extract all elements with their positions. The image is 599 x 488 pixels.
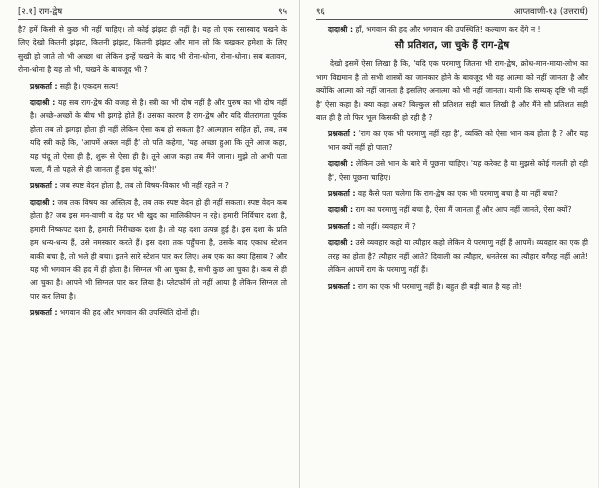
left-page-number: ९५ <box>278 7 287 17</box>
paragraph-text: जब तक विषय का अस्तित्व है, तब तक स्पष्ट वेदन हो ही नहीं सकता। स्पष्ट वेदन कब होता है? जब इस मन-वाणी व देह पर भी खुद का मालिकीपन न रहे। हमारी निर्विचार दशा है, हमारी निष्कपट दशा है, हमारी निरीच्छक दशा है। तो यह दशा उत्पन्न हुई है। इस दशा के प्रति हम धन्य-धन्य हैं, उसे नमस्कार करते हैं। इस दशा तक पहुँचना है, उसके बाद एकाध स्टेशन बाकी बचा है, तो भले ही बचा। इतने सारे स्टेशन पार कर लिए। अब एक का क्या हिसाब ? और यह भी भगवान की हद में ही होता है। सिग्नल भी आ चुका है, सभी कुछ आ चुका है। कब से ही आ चुका है। आपने भी सिग्नल पार कर लिया है। प्लेटफॉर्म तो नहीं आया है लेकिन सिग्नल तो पार कर लिया है। <box>30 197 287 301</box>
paragraph <box>18 96 287 176</box>
paragraph-text: भगवान की हद और भगवान की उपस्थिति दोनों ही। <box>59 308 200 318</box>
speaker-label: दादाश्री : <box>328 238 354 248</box>
left-page-body <box>18 23 287 320</box>
speaker-label: प्रश्नकर्ता : <box>30 81 58 91</box>
speaker-label: प्रश्नकर्ता : <box>328 281 356 291</box>
chapter-label: [२.१] राग-द्वेष <box>18 7 63 17</box>
speaker-label: दादाश्री : <box>328 25 354 34</box>
paragraph <box>18 179 287 192</box>
paragraph <box>18 23 287 77</box>
paragraph <box>316 236 588 276</box>
left-page <box>0 0 299 488</box>
speaker-label: दादाश्री : <box>328 205 354 215</box>
paragraph <box>316 203 588 216</box>
paragraph <box>316 157 588 184</box>
paragraph-text: वो नहीं। व्यवहार में ? <box>357 221 416 231</box>
paragraph-text: देखो इसमें ऐसा लिखा है कि, 'यदि एक परमाणु जितना भी राग-द्वेष, क्रोध-मान-माया-लोभ का भाग विद्यमान है तो सभी शास्त्रों का जानकार होने के बावजूद भी वह आत्मा को नहीं जानता है और क्योंकि आत्मा को नहीं जानता है इसलिए अनात्मा को भी नहीं जानता। यानी कि सम्यक् दृष्टि भी नहीं है' ऐसा कहा है। क्या कहा अब? बिल्कुल सौ प्रतिशत सही बात लिखी है और मैंने सौ प्रतिशत सही बात ही है तो फिर भूल किसकी हो रही है ? <box>316 59 588 123</box>
speaker-label: प्रश्नकर्ता : <box>328 189 356 199</box>
paragraph <box>316 220 588 233</box>
paragraph-text: वह कैसे पता चलेगा कि राग-द्वेष का एक भी परमाणु बचा है या नहीं बचा? <box>357 189 558 199</box>
speaker-label: दादाश्री : <box>30 197 56 207</box>
paragraph-text: जब स्पष्ट वेदन होता है, तब तो विषय-विकार भी नहीं रहते न ? <box>59 181 229 191</box>
right-page-body <box>316 23 588 293</box>
paragraph <box>18 80 287 93</box>
paragraph-text: राग का एक भी परमाणु नहीं है। बहुत ही बड़ी बात है यह तो! <box>357 281 522 291</box>
speaker-label: प्रश्नकर्ता : <box>328 129 356 139</box>
paragraph-text: उसे व्यवहार कहो या त्यौहार कहो लेकिन ये परमाणु नहीं हैं आपमें। व्यवहार का एक ही तरह का होता है? त्यौहार नहीं आते? दिवाली का त्यौहार, धनतेरस का त्यौहार वगैरह नहीं आते! लेकिन आपमें राग के परमाणु नहीं हैं। <box>328 238 588 275</box>
paragraph-text: राग का परमाणु नहीं बचा है, ऐसा मैं जानता हूँ और आप नहीं जानते, ऐसा क्यों? <box>355 205 572 215</box>
paragraph-text: हाँ, भगवान की हद और भगवान की उपस्थिति! कल्याण कर देंगे न ! <box>355 25 541 34</box>
paragraph <box>18 196 287 303</box>
speaker-label: प्रश्नकर्ता : <box>30 181 58 191</box>
paragraph-text: 'राग का एक भी परमाणु नहीं रहा है', व्यक्ति को ऐसा भान कब होता है ? और यह भान क्यों नहीं हो पाता? <box>328 129 588 152</box>
speaker-label: दादाश्री : <box>328 159 354 169</box>
paragraph <box>316 23 588 36</box>
right-page-number: ९६ <box>316 7 325 17</box>
left-page-header <box>18 6 287 20</box>
paragraph <box>316 127 588 154</box>
speaker-label: प्रश्नकर्ता : <box>328 221 356 231</box>
paragraph <box>316 57 588 124</box>
paragraph-text: यह सब राग-द्वेष की वजह से है। स्त्री का भी दोष नहीं है और पुरुष का भी दोष नहीं है। अच्छे-अच्छों के बीच भी झगड़े होते हैं। उसका कारण है राग-द्वेष और यदि वीतरागता पूर्वक होता तब तो झगड़ा होता ही नहीं लेकिन ऐसा कब हो सकता है? आत्मज्ञान सहित हों, तब, तब यदि स्त्री कहे कि, 'आपमें अक्ल नहीं है' तो पति कहेगा, 'यह अच्छा हुआ कि तूने आज कहा, यह चंदू तो ऐसा ही है, शुरू से ऐसा ही है। तूने आज कहा तब मैंने जाना। मुझे तो अभी पता चला, मैं तो पहले से ही जानता हूँ इस चंदू को!' <box>30 98 287 175</box>
paragraph <box>316 187 588 200</box>
paragraph <box>18 306 287 319</box>
right-page-header <box>316 6 588 20</box>
right-page <box>299 0 598 488</box>
paragraph-text: सही है। एकदम सत्य! <box>59 81 119 91</box>
speaker-label: दादाश्री : <box>30 98 56 108</box>
paragraph-text: है? हमें किसी से कुछ भी नहीं चाहिए। तो कोई झंझट ही नहीं है। यह तो एक रसास्वाद चखने के लिए देखो कितनी झंझट, कितनी झंझट, कितनी झंझट और मान लो कि चखकर हमेशा के लिए सुखी हो जाते तो भी अच्छा था लेकिन इन्हें चखने के बाद भी रोना-धोना, रोना-धोना। सब बतावन, रोना-धोना है यह तो भी, चखने के बावजूद भी ? <box>18 25 287 75</box>
book-label: आप्तवाणी-१३ (उत्तरार्ध) <box>513 7 588 17</box>
paragraph <box>316 280 588 293</box>
speaker-label: प्रश्नकर्ता : <box>30 308 58 318</box>
section-heading: सौ प्रतिशत, जा चुके हैं राग-द्वेष <box>394 40 510 52</box>
paragraph-text: लेकिन उसे भान के बारे में पूछना चाहिए। 'यह करेक्ट है या मुझसे कोई गलती हो रही है', ऐसा पूछना चाहिए। <box>328 159 588 182</box>
